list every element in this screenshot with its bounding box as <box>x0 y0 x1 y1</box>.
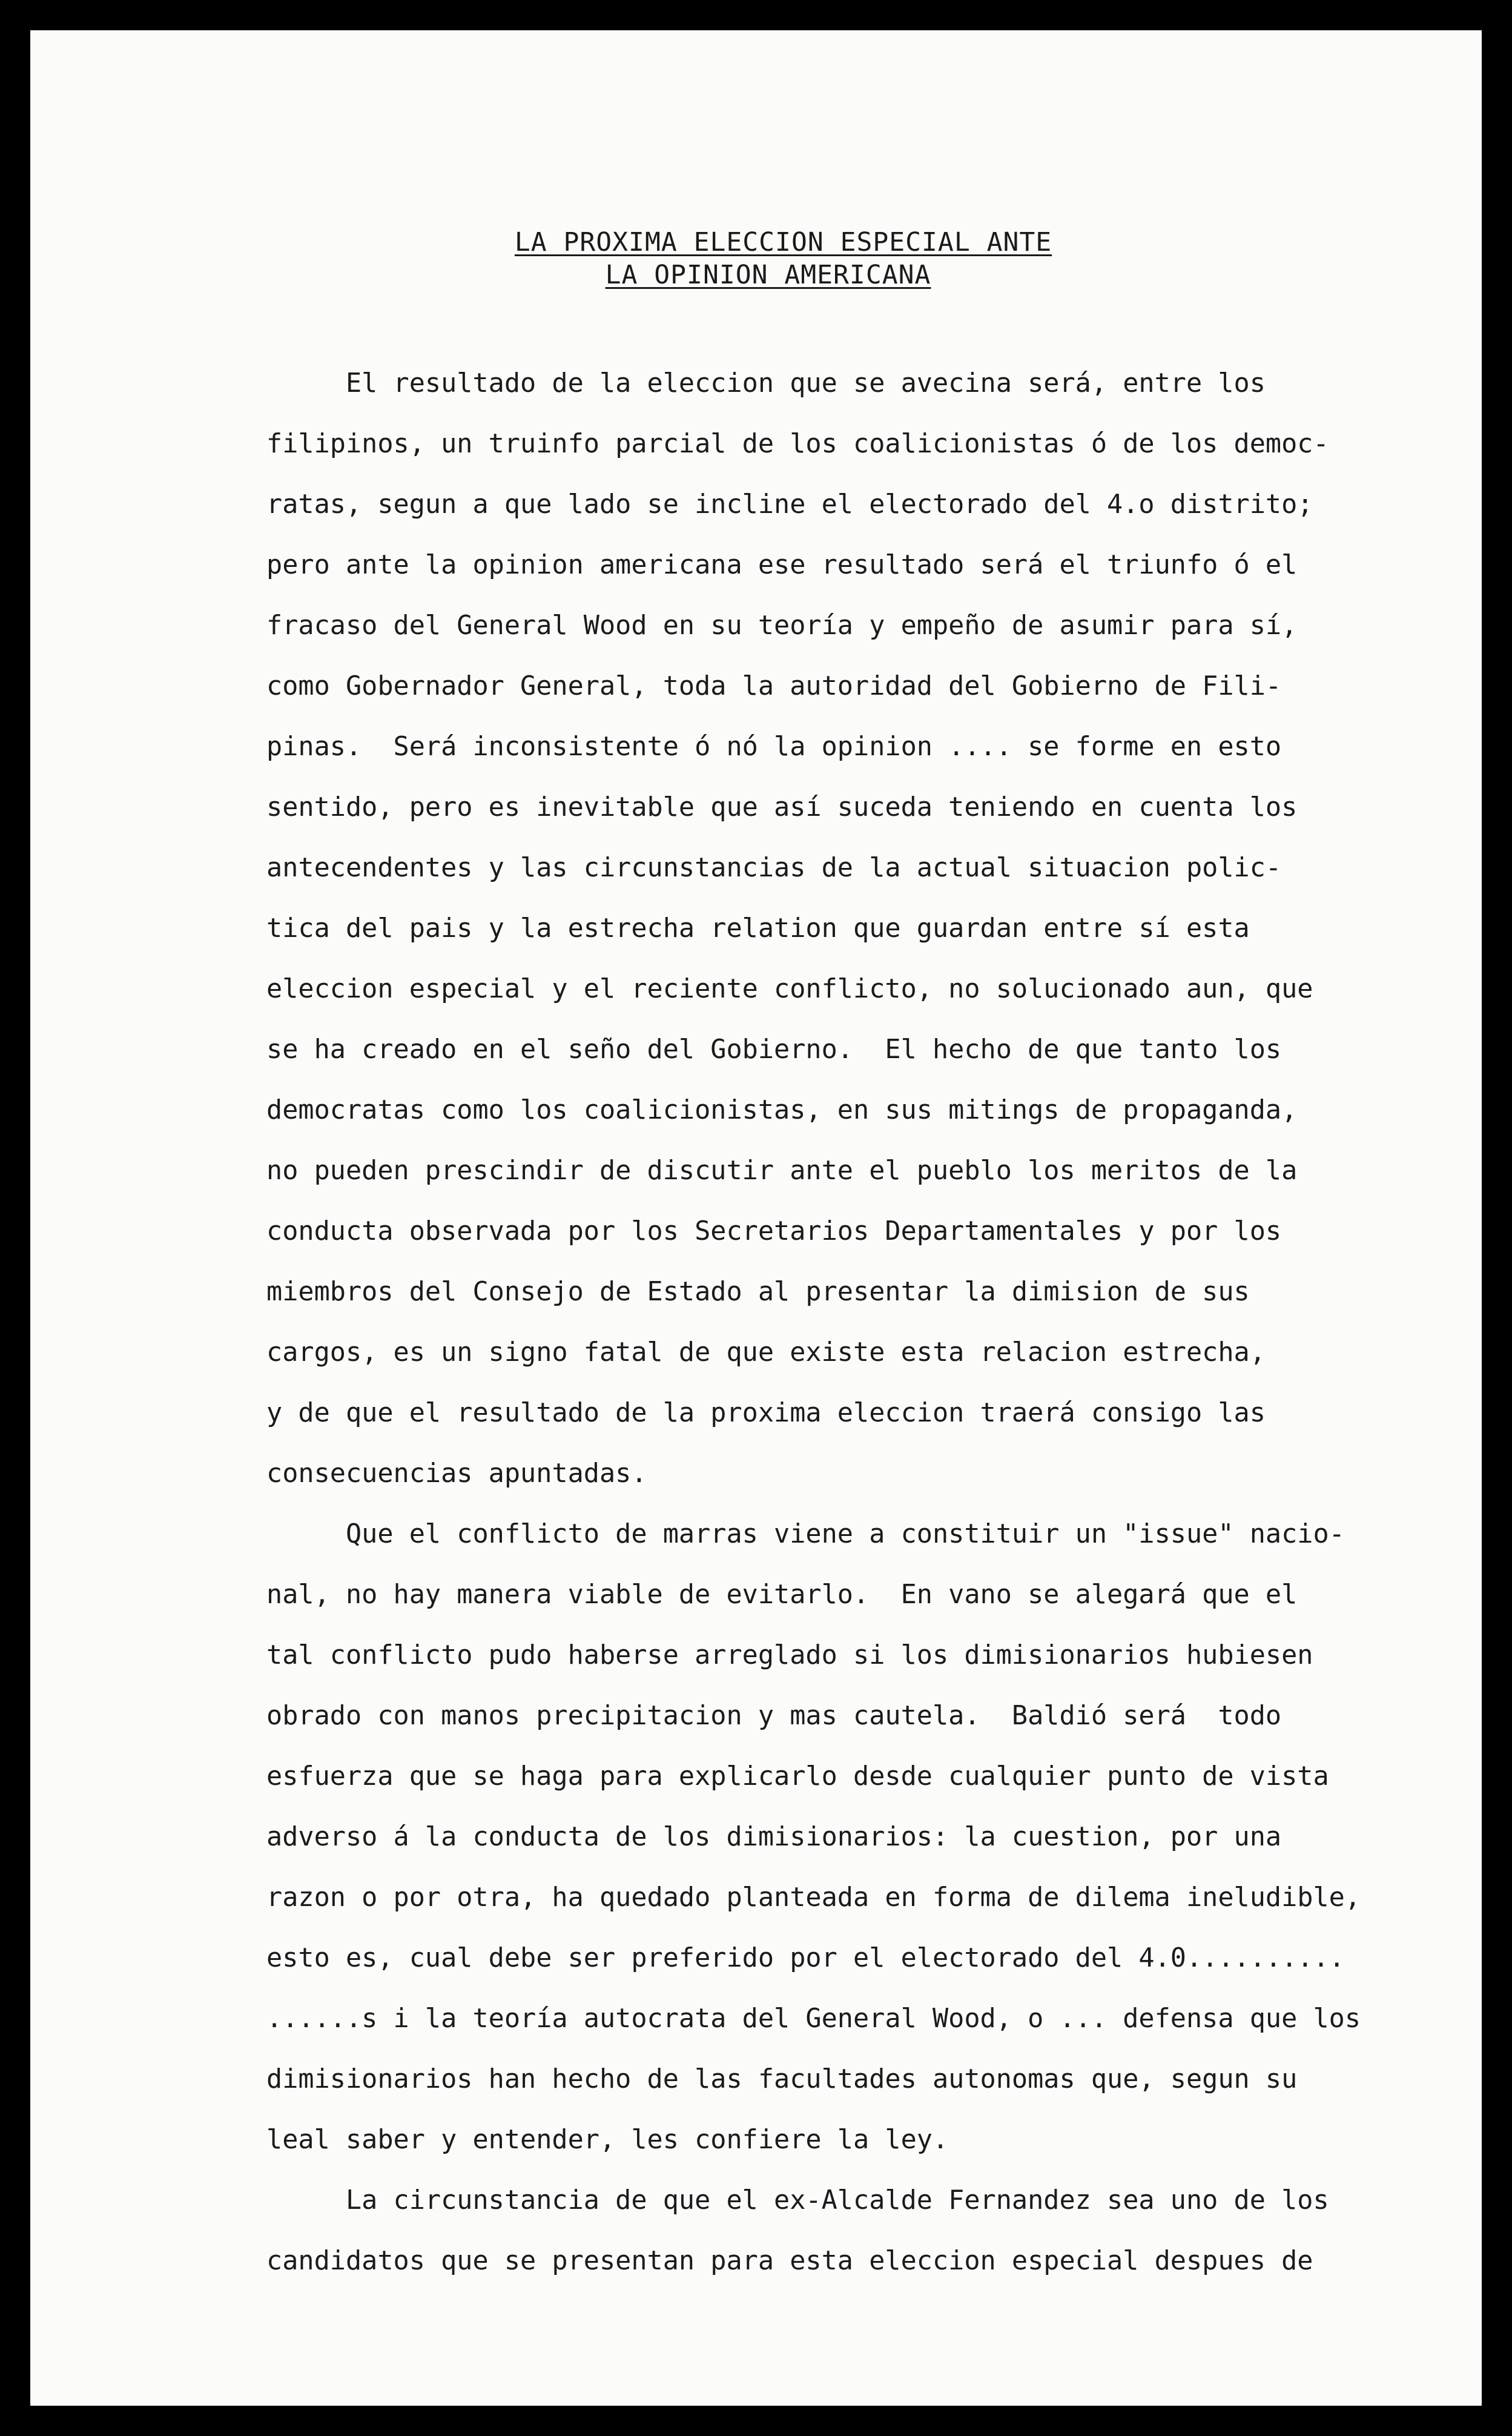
text-line: sentido, pero es inevitable que así suceda teniendo en cuenta los <box>266 792 1298 822</box>
text-line: miembros del Consejo de Estado al presentar la dimision de sus <box>266 1277 1250 1307</box>
text-line: como Gobernador General, toda la autoridad del Gobierno de Fili- <box>266 671 1282 701</box>
text-line: ......s i la teoría autocrata del General Wood, o ... defensa que los <box>266 2004 1361 2034</box>
text-line: La circunstancia de que el ex-Alcalde Fernandez sea uno de los <box>266 2185 1329 2216</box>
text-line: antecendentes y las circunstancias de la actual situacion polic- <box>266 853 1282 883</box>
text-line: consecuencias apuntadas. <box>266 1458 647 1489</box>
text-line: conducta observada por los Secretarios Departamentales y por los <box>266 1216 1282 1246</box>
text-line: obrado con manos precipitacion y mas cautela. Baldió será todo <box>266 1701 1282 1731</box>
text-line: pero ante la opinion americana ese resultado será el triunfo ó el <box>266 550 1298 580</box>
document-page <box>30 30 1482 2406</box>
text-line: dimisionarios han hecho de las facultades autonomas que, segun su <box>266 2064 1298 2094</box>
text-line: adverso á la conducta de los dimisionarios: la cuestion, por una <box>266 1822 1282 1852</box>
text-line: no pueden prescindir de discutir ante el pueblo los meritos de la <box>266 1156 1298 1186</box>
text-line: esto es, cual debe ser preferido por el electorado del 4.0.......... <box>266 1943 1345 1973</box>
document-subtitle: LA OPINION AMERICANA <box>605 260 931 290</box>
text-line: El resultado de la eleccion que se avecina será, entre los <box>266 368 1266 399</box>
text-line: ratas, segun a que lado se incline el electorado del 4.o distrito; <box>266 489 1313 520</box>
text-line: eleccion especial y el reciente conflicto, no solucionado aun, que <box>266 974 1313 1004</box>
text-line: cargos, es un signo fatal de que existe esta relacion estrecha, <box>266 1337 1266 1368</box>
text-line: nal, no hay manera viable de evitarlo. En vano se alegará que el <box>266 1580 1298 1610</box>
text-line: candidatos que se presentan para esta eleccion especial despues de <box>266 2246 1313 2276</box>
text-line: tal conflicto pudo haberse arreglado si los dimisionarios hubiesen <box>266 1640 1313 1670</box>
document-title: LA PROXIMA ELECCION ESPECIAL ANTE <box>514 227 1052 257</box>
text-line: Que el conflicto de marras viene a constituir un "issue" nacio- <box>266 1519 1345 1549</box>
text-line: razon o por otra, ha quedado planteada en forma de dilema ineludible, <box>266 1882 1361 1913</box>
document-body <box>266 353 1375 2291</box>
text-line: esfuerza que se haga para explicarlo desde cualquier punto de vista <box>266 1761 1329 1792</box>
text-line: se ha creado en el seño del Gobierno. El hecho de que tanto los <box>266 1034 1282 1065</box>
text-line: tica del pais y la estrecha relation que guardan entre sí esta <box>266 913 1250 944</box>
text-line: y de que el resultado de la proxima eleccion traerá consigo las <box>266 1398 1266 1428</box>
text-line: democratas como los coalicionistas, en sus mitings de propaganda, <box>266 1095 1298 1125</box>
text-line: fracaso del General Wood en su teoría y empeño de asumir para sí, <box>266 611 1298 641</box>
text-line: leal saber y entender, les confiere la ley. <box>266 2125 949 2155</box>
text-line: filipinos, un truinfo parcial de los coalicionistas ó de los democ- <box>266 429 1329 459</box>
text-line: pinas. Será inconsistente ó nó la opinion .... se forme en esto <box>266 732 1282 762</box>
